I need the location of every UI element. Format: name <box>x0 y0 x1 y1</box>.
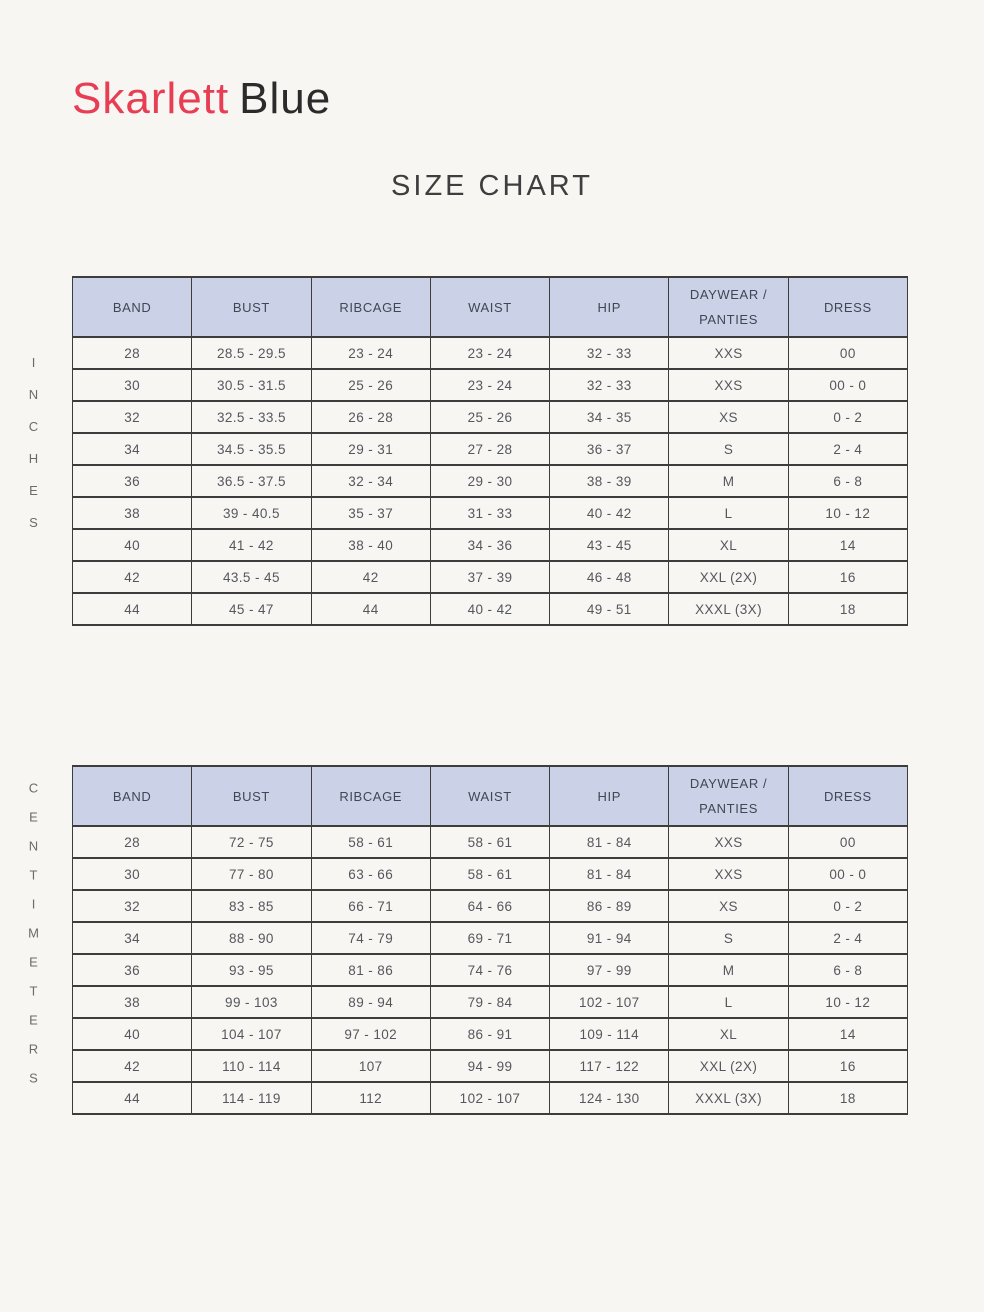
table-cell: XL <box>669 1018 788 1050</box>
table-cell: 40 - 42 <box>550 497 669 529</box>
table-cell: 32 - 34 <box>311 465 430 497</box>
table-row <box>73 337 908 369</box>
table-cell: 00 <box>788 826 907 858</box>
table-row <box>73 561 908 593</box>
table-cell: 42 <box>311 561 430 593</box>
table-cell: 38 <box>73 497 192 529</box>
table-cell: 30 <box>73 858 192 890</box>
column-header: RIBCAGE <box>311 277 430 337</box>
table-cell: 37 - 39 <box>430 561 549 593</box>
column-header: DRESS <box>788 277 907 337</box>
table-cell: XS <box>669 890 788 922</box>
table-cell: 97 - 99 <box>550 954 669 986</box>
table-cell: 66 - 71 <box>311 890 430 922</box>
table-cell: 93 - 95 <box>192 954 311 986</box>
table-row <box>73 986 908 1018</box>
table-cell: XXL (2X) <box>669 1050 788 1082</box>
table-row <box>73 401 908 433</box>
table-cell: 42 <box>73 1050 192 1082</box>
table-cell: 00 - 0 <box>788 858 907 890</box>
table-cell: 10 - 12 <box>788 497 907 529</box>
table-cell: 114 - 119 <box>192 1082 311 1114</box>
table-cell: 91 - 94 <box>550 922 669 954</box>
column-header: HIP <box>550 277 669 337</box>
table-cell: 38 - 40 <box>311 529 430 561</box>
table-cell: XXS <box>669 369 788 401</box>
table-cell: 6 - 8 <box>788 954 907 986</box>
column-header: BUST <box>192 277 311 337</box>
table-cell: 94 - 99 <box>430 1050 549 1082</box>
table-cell: 117 - 122 <box>550 1050 669 1082</box>
table-cell: 28 <box>73 337 192 369</box>
table-cell: 77 - 80 <box>192 858 311 890</box>
table-cell: 81 - 84 <box>550 826 669 858</box>
table-cell: 32 - 33 <box>550 337 669 369</box>
table-cell: 43.5 - 45 <box>192 561 311 593</box>
column-header: HIP <box>550 766 669 826</box>
table-cell: 2 - 4 <box>788 922 907 954</box>
table-cell: 81 - 84 <box>550 858 669 890</box>
table-row <box>73 529 908 561</box>
table-cell: 83 - 85 <box>192 890 311 922</box>
table-cell: XS <box>669 401 788 433</box>
table-cell: 00 - 0 <box>788 369 907 401</box>
table-row <box>73 369 908 401</box>
table-cell: 104 - 107 <box>192 1018 311 1050</box>
brand-name-skarlett: Skarlett <box>72 74 230 123</box>
table-cell: 27 - 28 <box>430 433 549 465</box>
table-cell: 32 <box>73 890 192 922</box>
table-cell: 34 <box>73 922 192 954</box>
table-cell: 34 - 36 <box>430 529 549 561</box>
table-cell: 0 - 2 <box>788 401 907 433</box>
table-cell: 38 - 39 <box>550 465 669 497</box>
table-cell: 89 - 94 <box>311 986 430 1018</box>
table-cell: 10 - 12 <box>788 986 907 1018</box>
table-cell: M <box>669 465 788 497</box>
table-cell: 97 - 102 <box>311 1018 430 1050</box>
table-cell: 38 <box>73 986 192 1018</box>
table-cell: 30.5 - 31.5 <box>192 369 311 401</box>
table-cell: 36.5 - 37.5 <box>192 465 311 497</box>
table-cell: 40 - 42 <box>430 593 549 625</box>
table-cell: 58 - 61 <box>430 858 549 890</box>
table-cell: 79 - 84 <box>430 986 549 1018</box>
centimeters-table-section <box>26 765 908 1115</box>
table-cell: 102 - 107 <box>550 986 669 1018</box>
table-cell: 43 - 45 <box>550 529 669 561</box>
table-cell: M <box>669 954 788 986</box>
table-cell: 34 <box>73 433 192 465</box>
table-row <box>73 954 908 986</box>
table-cell: 29 - 30 <box>430 465 549 497</box>
table-cell: 18 <box>788 593 907 625</box>
table-cell: 14 <box>788 529 907 561</box>
table-cell: 36 <box>73 465 192 497</box>
table-cell: XL <box>669 529 788 561</box>
table-cell: XXL (2X) <box>669 561 788 593</box>
table-cell: 72 - 75 <box>192 826 311 858</box>
table-cell: XXXL (3X) <box>669 1082 788 1114</box>
column-header: BAND <box>73 277 192 337</box>
table-cell: 23 - 24 <box>430 337 549 369</box>
table-cell: 112 <box>311 1082 430 1114</box>
table-cell: 49 - 51 <box>550 593 669 625</box>
table-cell: 58 - 61 <box>430 826 549 858</box>
table-cell: 74 - 76 <box>430 954 549 986</box>
table-row <box>73 826 908 858</box>
table-cell: 34 - 35 <box>550 401 669 433</box>
brand-name-blue: Blue <box>239 74 332 123</box>
table-cell: 44 <box>73 1082 192 1114</box>
table-cell: 30 <box>73 369 192 401</box>
table-cell: 6 - 8 <box>788 465 907 497</box>
table-cell: 14 <box>788 1018 907 1050</box>
column-header: WAIST <box>430 766 549 826</box>
table-cell: 69 - 71 <box>430 922 549 954</box>
table-row <box>73 890 908 922</box>
table-row <box>73 1082 908 1114</box>
table-cell: 102 - 107 <box>430 1082 549 1114</box>
table-cell: 16 <box>788 1050 907 1082</box>
column-header: RIBCAGE <box>311 766 430 826</box>
table-cell: 42 <box>73 561 192 593</box>
table-cell: 23 - 24 <box>311 337 430 369</box>
table-cell: 32 <box>73 401 192 433</box>
table-cell: 34.5 - 35.5 <box>192 433 311 465</box>
table-cell: 81 - 86 <box>311 954 430 986</box>
inches-size-table <box>72 276 908 626</box>
table-cell: 58 - 61 <box>311 826 430 858</box>
table-row <box>73 497 908 529</box>
column-header: DRESS <box>788 766 907 826</box>
table-cell: 18 <box>788 1082 907 1114</box>
table-cell: 86 - 89 <box>550 890 669 922</box>
table-row <box>73 1018 908 1050</box>
table-cell: 36 - 37 <box>550 433 669 465</box>
table-cell: 109 - 114 <box>550 1018 669 1050</box>
table-cell: 39 - 40.5 <box>192 497 311 529</box>
table-cell: 26 - 28 <box>311 401 430 433</box>
table-cell: 32.5 - 33.5 <box>192 401 311 433</box>
table-cell: 40 <box>73 1018 192 1050</box>
table-cell: 23 - 24 <box>430 369 549 401</box>
table-cell: 86 - 91 <box>430 1018 549 1050</box>
table-cell: 40 <box>73 529 192 561</box>
table-cell: 63 - 66 <box>311 858 430 890</box>
table-cell: 110 - 114 <box>192 1050 311 1082</box>
table-cell: 124 - 130 <box>550 1082 669 1114</box>
table-cell: S <box>669 922 788 954</box>
table-cell: S <box>669 433 788 465</box>
table-cell: 16 <box>788 561 907 593</box>
table-cell: 107 <box>311 1050 430 1082</box>
column-header: BUST <box>192 766 311 826</box>
page-title: SIZE CHART <box>391 170 593 202</box>
table-row <box>73 1050 908 1082</box>
table-cell: XXXL (3X) <box>669 593 788 625</box>
table-cell: 36 <box>73 954 192 986</box>
column-header: BAND <box>73 766 192 826</box>
table-cell: 46 - 48 <box>550 561 669 593</box>
table-cell: 45 - 47 <box>192 593 311 625</box>
table-cell: 00 <box>788 337 907 369</box>
table-cell: 29 - 31 <box>311 433 430 465</box>
table-cell: L <box>669 986 788 1018</box>
table-cell: XXS <box>669 337 788 369</box>
brand-logo <box>72 74 331 124</box>
table-cell: 28 <box>73 826 192 858</box>
table-row <box>73 433 908 465</box>
table-cell: 0 - 2 <box>788 890 907 922</box>
column-header: DAYWEAR / PANTIES <box>669 277 788 337</box>
table-cell: 25 - 26 <box>430 401 549 433</box>
table-cell: 32 - 33 <box>550 369 669 401</box>
table-cell: 44 <box>311 593 430 625</box>
inches-table-section <box>26 276 908 626</box>
column-header: WAIST <box>430 277 549 337</box>
centimeters-unit-label: CENTIMETERS <box>26 780 41 1100</box>
table-cell: 74 - 79 <box>311 922 430 954</box>
column-header: DAYWEAR / PANTIES <box>669 766 788 826</box>
header-row <box>73 277 908 337</box>
table-cell: 28.5 - 29.5 <box>192 337 311 369</box>
table-row <box>73 593 908 625</box>
table-cell: XXS <box>669 826 788 858</box>
table-cell: 41 - 42 <box>192 529 311 561</box>
table-cell: L <box>669 497 788 529</box>
table-cell: 25 - 26 <box>311 369 430 401</box>
table-row <box>73 465 908 497</box>
table-row <box>73 858 908 890</box>
inches-unit-label: INCHES <box>26 355 41 547</box>
centimeters-size-table <box>72 765 908 1115</box>
table-cell: 2 - 4 <box>788 433 907 465</box>
table-cell: 88 - 90 <box>192 922 311 954</box>
header-row <box>73 766 908 826</box>
table-cell: 35 - 37 <box>311 497 430 529</box>
table-cell: XXS <box>669 858 788 890</box>
table-cell: 64 - 66 <box>430 890 549 922</box>
table-cell: 31 - 33 <box>430 497 549 529</box>
table-row <box>73 922 908 954</box>
table-cell: 99 - 103 <box>192 986 311 1018</box>
table-cell: 44 <box>73 593 192 625</box>
